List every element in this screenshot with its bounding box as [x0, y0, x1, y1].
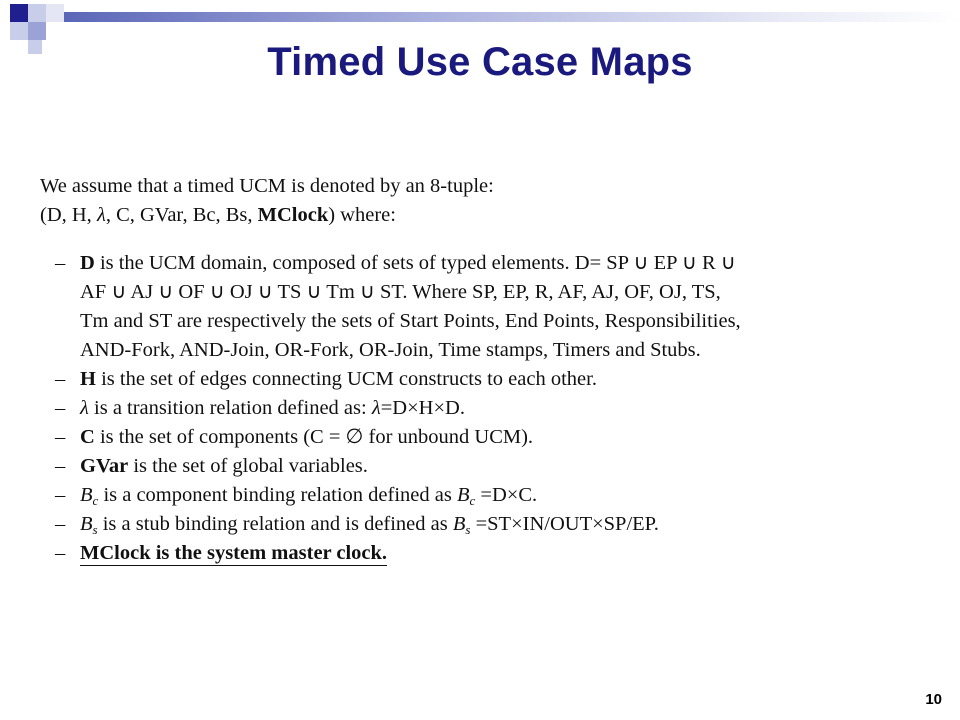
bullet-dash: –	[55, 368, 66, 390]
slide-body	[40, 172, 920, 568]
bullet-dash: –	[55, 252, 66, 274]
slide-title: Timed Use Case Maps	[267, 40, 693, 84]
bullet-dash: –	[55, 455, 66, 477]
c-text: is the set of components (C = ∅ for unbound UCM).	[94, 426, 534, 448]
bs-symbol-base: B	[452, 513, 466, 535]
h-text: is the set of edges connecting UCM constructs to each other.	[95, 368, 597, 390]
mclock-text: MClock is the system master clock.	[80, 542, 388, 564]
bc-text: is a component binding relation defined as	[98, 484, 457, 506]
term-c: C	[80, 426, 95, 448]
gvar-text: is the set of global variables.	[128, 455, 368, 477]
lambda-text-1: is a transition relation defined as:	[88, 397, 372, 419]
corner-square-medium	[28, 22, 46, 40]
corner-square-light	[28, 4, 46, 22]
d-text-1: is the UCM domain, composed of sets of typed elements. D= SP ∪ EP ∪ R ∪	[94, 252, 736, 274]
intro-mclock: MClock	[257, 204, 329, 226]
list-item-mclock	[40, 539, 920, 568]
term-lambda: λ	[80, 397, 89, 419]
bs-symbol-sub: s	[465, 522, 471, 537]
list-item-lambda	[40, 394, 920, 423]
list-item-bc	[40, 481, 920, 510]
bc-text-2: =D×C.	[475, 484, 538, 506]
d-line-3: Tm and ST are respectively the sets of Start Points, End Points, Responsibilities,	[80, 310, 741, 332]
term-bc-sub: c	[92, 493, 99, 508]
lambda-text-2: =D×H×D.	[380, 397, 465, 419]
list-item-d	[40, 249, 920, 365]
list-item-c	[40, 423, 920, 452]
intro-lambda: λ	[96, 204, 106, 226]
corner-square-pale	[46, 4, 64, 22]
bullet-dash: –	[55, 484, 66, 506]
term-bs-sub: s	[92, 522, 98, 537]
intro-paragraph	[40, 172, 920, 230]
bullet-dash: –	[55, 397, 66, 419]
lambda-symbol: λ	[371, 397, 381, 419]
corner-square-light	[10, 22, 28, 40]
term-bs-base: B	[80, 513, 93, 535]
list-item-h	[40, 365, 920, 394]
corner-square-dark	[10, 4, 28, 22]
list-item-gvar	[40, 452, 920, 481]
intro-tuple-close: ) where:	[328, 204, 396, 226]
bc-symbol-sub: c	[469, 493, 476, 508]
list-item-bs	[40, 510, 920, 539]
term-bc-base: B	[80, 484, 93, 506]
intro-line-1: We assume that a timed UCM is denoted by an 8-tuple:	[40, 175, 494, 197]
bullet-dash: –	[55, 513, 66, 535]
d-line-2: AF ∪ AJ ∪ OF ∪ OJ ∪ TS ∪ Tm ∪ ST. Where SP, EP, R, AF, AJ, OF, OJ, TS,	[80, 281, 721, 303]
term-gvar: GVar	[80, 455, 129, 477]
term-d: D	[80, 252, 95, 274]
bs-text: is a stub binding relation and is defined as	[97, 513, 453, 535]
bs-text-2: =ST×IN/OUT×SP/EP.	[470, 513, 659, 535]
intro-line-2	[40, 201, 920, 230]
intro-tuple-open: (D, H,	[40, 204, 97, 226]
title-gradient-bar	[64, 12, 960, 22]
bullet-dash: –	[55, 542, 66, 564]
definition-list	[40, 249, 920, 568]
bullet-dash: –	[55, 426, 66, 448]
d-line-1	[80, 249, 920, 278]
bc-symbol-base: B	[456, 484, 470, 506]
intro-tuple-mid: , C, GVar, Bc, Bs,	[105, 204, 258, 226]
term-h: H	[80, 368, 96, 390]
page-number: 10	[925, 691, 942, 708]
d-line-4: AND-Fork, AND-Join, OR-Fork, OR-Join, Time stamps, Timers and Stubs.	[80, 339, 701, 361]
